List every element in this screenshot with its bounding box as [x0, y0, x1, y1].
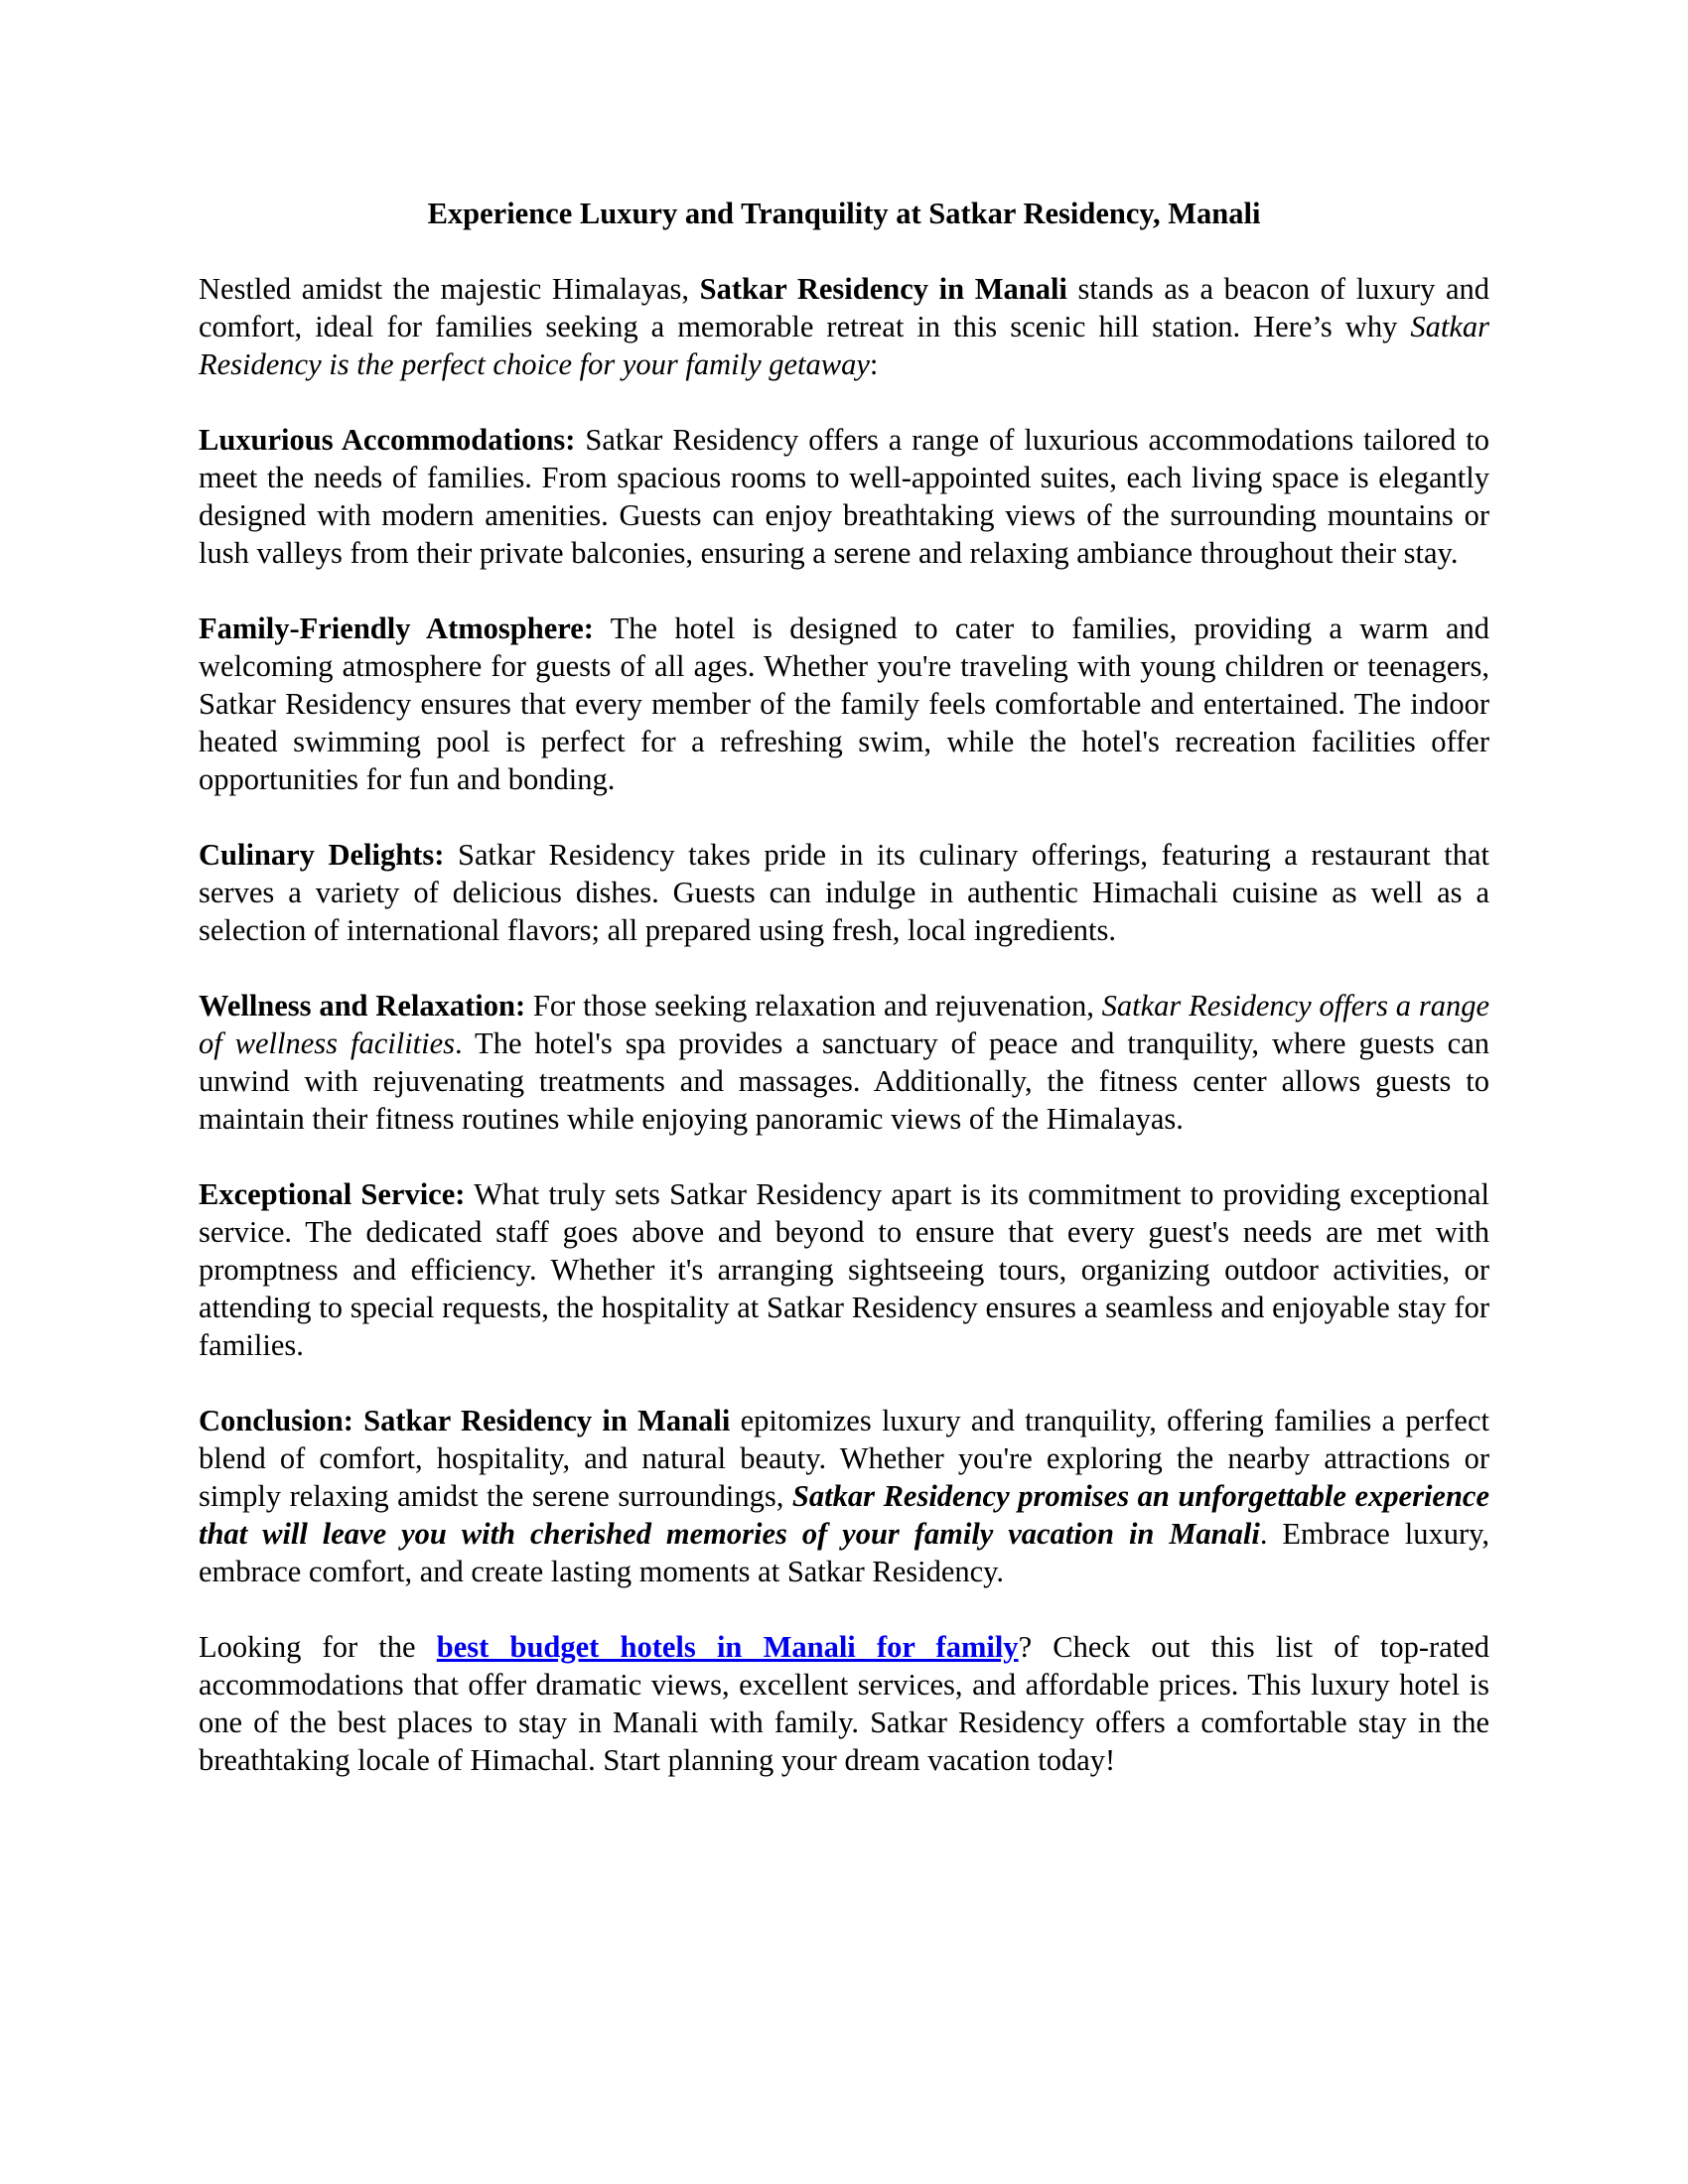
intro-text-1: Nestled amidst the majestic Himalayas,: [199, 272, 700, 306]
wellness-paragraph: [199, 987, 1489, 1138]
culinary-text: Satkar Residency takes pride in its culinary offerings, featuring a restaurant that serves a variety of delicious dishes. Guests can indulge in authentic Himachali cuisine as well as a selection of international flavors; all prepared using fresh, local ingredients.: [199, 838, 1489, 947]
service-heading: Exceptional Service:: [199, 1177, 466, 1211]
intro-bold-hotel-name: Satkar Residency in Manali: [699, 272, 1067, 306]
accommodations-text: Satkar Residency offers a range of luxurious accommodations tailored to meet the needs of families. From spacious rooms to well-appointed suites, each living space is elegantly designed with modern amenities. Guests can enjoy breathtaking views of the surrounding mountains or lush valleys from their private balconies, ensuring a serene and relaxing ambiance throughout their stay.: [199, 423, 1489, 570]
culinary-heading: Culinary Delights:: [199, 838, 445, 872]
accommodations-paragraph: [199, 421, 1489, 572]
wellness-text-2: . The hotel's spa provides a sanctuary of peace and tranquility, where guests can unwind with rejuvenating treatments and massages. Additionally, the fitness center allows guests to maintain their fitness routines while enjoying panoramic views of the Himalayas.: [199, 1026, 1489, 1136]
wellness-heading: Wellness and Relaxation:: [199, 989, 526, 1023]
conclusion-text-1: epitomizes luxury and tranquility, offering families a perfect blend of comfort, hospitality, and natural beauty. Whether you're exploring the nearby attractions or simply relaxing amidst the serene surroundings,: [199, 1404, 1489, 1513]
family-heading: Family-Friendly Atmosphere:: [199, 612, 594, 645]
conclusion-text-2: . Embrace luxury, embrace comfort, and create lasting moments at Satkar Residency.: [199, 1517, 1489, 1588]
conclusion-bold-italic-phrase: Satkar Residency promises an unforgettable experience that will leave you with cherished memories of your family vacation in Manali: [199, 1479, 1489, 1551]
intro-text-2: stands as a beacon of luxury and comfort, ideal for families seeking a memorable retreat in this scenic hill station. Here’s why: [199, 272, 1489, 343]
family-paragraph: [199, 610, 1489, 798]
service-text: What truly sets Satkar Residency apart is its commitment to providing exceptional service. The dedicated staff goes above and beyond to ensure that every guest's needs are met with promptness and efficiency. Whether it's arranging sightseeing tours, organizing outdoor activities, or attending to special requests, the hospitality at Satkar Residency ensures a seamless and enjoyable stay for families.: [199, 1177, 1489, 1362]
intro-italic-phrase: Satkar Residency is the perfect choice for your family getaway: [199, 310, 1489, 381]
conclusion-paragraph: [199, 1402, 1489, 1590]
budget-hotels-link[interactable]: best budget hotels in Manali for family: [436, 1630, 1019, 1664]
family-text: The hotel is designed to cater to families, providing a warm and welcoming atmosphere for guests of all ages. Whether you're traveling with young children or teenagers, Satkar Residency ensures that every member of the family feels comfortable and entertained. The indoor heated swimming pool is perfect for a refreshing swim, while the hotel's recreation facilities offer opportunities for fun and bonding.: [199, 612, 1489, 796]
page-title: Experience Luxury and Tranquility at Satkar Residency, Manali: [427, 197, 1261, 230]
wellness-italic-phrase: Satkar Residency offers a range of wellness facilities: [199, 989, 1489, 1060]
accommodations-heading: Luxurious Accommodations:: [199, 423, 576, 457]
intro-paragraph: [199, 270, 1489, 383]
wellness-text-1: For those seeking relaxation and rejuvenation,: [525, 989, 1102, 1023]
culinary-paragraph: [199, 836, 1489, 949]
intro-text-3: :: [869, 347, 879, 381]
closing-text-2: ? Check out this list of top-rated accommodations that offer dramatic views, excellent services, and affordable prices. This luxury hotel is one of the best places to stay in Manali with family. Satkar Residency offers a comfortable stay in the breathtaking locale of Himachal. Start planning your dream vacation today!: [199, 1630, 1489, 1777]
closing-text-1: Looking for the: [199, 1630, 437, 1664]
service-paragraph: [199, 1175, 1489, 1364]
document-page: [199, 195, 1489, 1817]
closing-paragraph: [199, 1628, 1489, 1779]
conclusion-heading: Conclusion: Satkar Residency in Manali: [199, 1404, 731, 1437]
